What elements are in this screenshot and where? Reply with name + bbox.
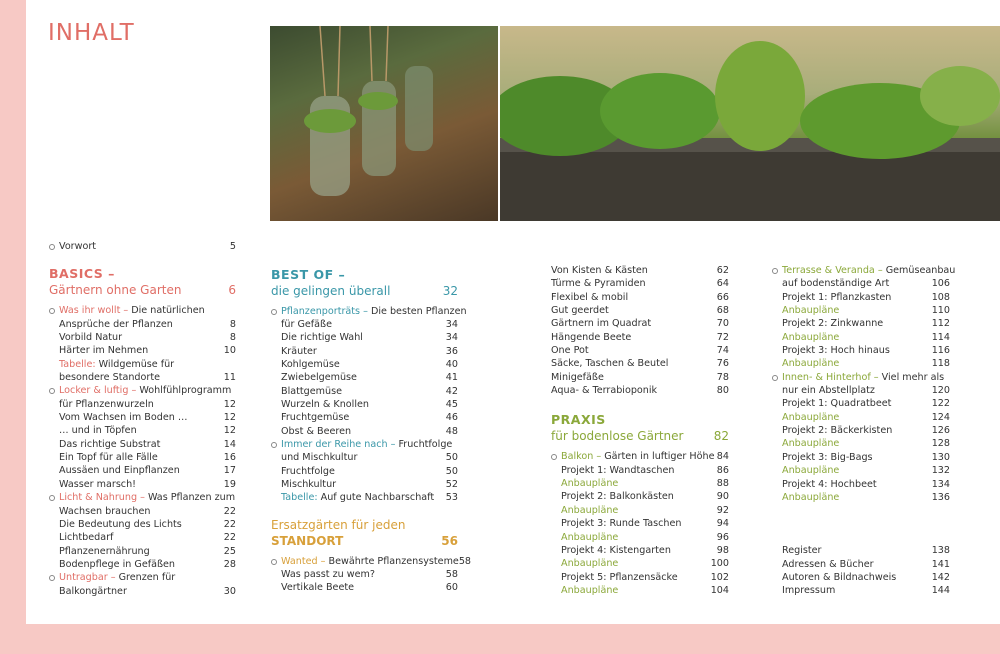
toc-entry[interactable]: Anbaupläne 128	[782, 438, 950, 450]
toc-entry[interactable]: Anbaupläne 132	[782, 465, 950, 477]
toc-entry[interactable]: Minigefäße 78	[551, 371, 729, 383]
toc-entry[interactable]: Autoren & Bildnachweis 142	[782, 571, 950, 583]
toc-entry[interactable]: Pflanzenporträts – Die besten Pflanzen	[271, 305, 458, 318]
toc-column-4	[772, 264, 956, 598]
toc-column-1	[49, 240, 236, 598]
toc-entry[interactable]: Flexibel & mobil 66	[551, 291, 729, 303]
toc-entry[interactable]: für Gefäße 34	[281, 318, 458, 330]
toc-entry[interactable]: Projekt 1: Wandtaschen 86	[561, 464, 729, 476]
toc-entry[interactable]: Projekt 3: Hoch hinaus 116	[782, 345, 950, 357]
toc-entry[interactable]: Impressum 144	[782, 585, 950, 597]
toc-entry[interactable]: Anbaupläne 104	[561, 584, 729, 596]
toc-entry[interactable]: Ein Topf für alle Fälle 16	[59, 452, 236, 464]
toc-entry[interactable]: Ansprüche der Pflanzen 8	[59, 318, 236, 330]
toc-entry[interactable]: … und in Töpfen 12	[59, 425, 236, 437]
toc-entry[interactable]: Vorwort 5	[49, 240, 236, 253]
toc-entry[interactable]: Säcke, Taschen & Beutel 76	[551, 358, 729, 370]
toc-entry[interactable]: Projekt 3: Big-Bags 130	[782, 451, 950, 463]
toc-entry[interactable]: Türme & Pyramiden 64	[551, 278, 729, 290]
toc-entry[interactable]: Anbaupläne 96	[561, 531, 729, 543]
toc-entry[interactable]: Adressen & Bücher 141	[782, 558, 950, 570]
toc-entry[interactable]: Projekt 4: Kistengarten 98	[561, 544, 729, 556]
toc-entry[interactable]: Tabelle: Auf gute Nachbarschaft 53	[281, 492, 458, 504]
toc-entry[interactable]: Vorbild Natur 8	[59, 332, 236, 344]
toc-entry[interactable]: Wachsen brauchen 22	[59, 505, 236, 517]
toc-entry[interactable]: Das richtige Substrat 14	[59, 438, 236, 450]
toc-entry[interactable]: Projekt 1: Quadratbeet 122	[782, 398, 950, 410]
toc-entry[interactable]: Härter im Nehmen 10	[59, 345, 236, 357]
toc-entry[interactable]: Vertikale Beete 60	[281, 582, 458, 594]
toc-entry[interactable]: Die richtige Wahl 34	[281, 332, 458, 344]
toc-entry[interactable]: Aqua- & Terrabioponik 80	[551, 385, 729, 397]
balcony-herb-box-photo	[500, 26, 1000, 221]
section-heading-ersatzgaerten[interactable]: Ersatzgärten für jeden STANDORT 56	[271, 517, 458, 548]
toc-entry[interactable]: Tabelle: Wildgemüse für	[59, 358, 175, 370]
toc-entry[interactable]: Blattgemüse 42	[281, 385, 458, 397]
toc-entry[interactable]: Terrasse & Veranda – Gemüseanbau	[772, 264, 950, 277]
toc-entry[interactable]: auf bodenständige Art 106	[782, 278, 950, 290]
toc-entry[interactable]: Projekt 3: Runde Taschen 94	[561, 518, 729, 530]
toc-entry[interactable]: Licht & Nahrung – Was Pflanzen zum	[49, 491, 236, 504]
section-heading-basics[interactable]: BASICS – Gärtnern ohne Garten 6	[49, 266, 236, 298]
toc-entry[interactable]: Vom Wachsen im Boden … 12	[59, 412, 236, 424]
toc-entry[interactable]: Anbaupläne 92	[561, 504, 729, 516]
toc-entry[interactable]: Anbaupläne 88	[561, 478, 729, 490]
toc-entry[interactable]: Projekt 4: Hochbeet 134	[782, 478, 950, 490]
book-page	[26, 0, 1000, 624]
toc-entry[interactable]: Gut geerdet 68	[551, 305, 729, 317]
toc-entry[interactable]: Projekt 5: Pflanzensäcke 102	[561, 571, 729, 583]
toc-entry[interactable]: Bodenpflege in Gefäßen 28	[59, 558, 236, 570]
toc-entry[interactable]: Fruchtgemüse 46	[281, 412, 458, 424]
toc-entry[interactable]: Was passt zu wem? 58	[281, 569, 458, 580]
toc-entry[interactable]: Projekt 2: Balkonkästen 90	[561, 491, 729, 503]
toc-entry[interactable]: Gärtnern im Quadrat 70	[551, 318, 729, 330]
toc-entry[interactable]: Anbaupläne 100	[561, 558, 729, 570]
toc-entry[interactable]: Anbaupläne 110	[782, 305, 950, 317]
toc-entry[interactable]: Die Bedeutung des Lichts 22	[59, 518, 236, 530]
toc-entry[interactable]: Balkon – Gärten in luftiger Höhe 84	[551, 450, 729, 463]
toc-entry[interactable]: Lichtbedarf 22	[59, 532, 236, 544]
toc-entry[interactable]: Kohlgemüse 40	[281, 358, 458, 370]
toc-entry[interactable]: nur ein Abstellplatz 120	[782, 385, 950, 397]
toc-entry[interactable]: und Mischkultur 50	[281, 452, 458, 464]
toc-entry[interactable]: Projekt 2: Zinkwanne 112	[782, 318, 950, 330]
toc-entry[interactable]: Locker & luftig – Wohlfühlprogramm	[49, 384, 236, 397]
toc-entry[interactable]: Zwiebelgemüse 41	[281, 372, 458, 384]
hanging-bottle-planters-photo	[270, 26, 498, 221]
toc-entry[interactable]: Fruchtfolge 50	[281, 465, 458, 477]
toc-entry[interactable]: Pflanzenernährung 25	[59, 545, 236, 557]
toc-entry[interactable]: Register 138	[782, 545, 950, 557]
toc-entry[interactable]: One Pot 74	[551, 345, 729, 357]
toc-entry[interactable]: Wasser marsch! 19	[59, 478, 236, 490]
toc-entry[interactable]: Mischkultur 52	[281, 478, 458, 490]
toc-entry[interactable]: Wurzeln & Knollen 45	[281, 398, 458, 410]
toc-entry[interactable]: Innen- & Hinterhof – Viel mehr als	[772, 371, 950, 384]
toc-entry[interactable]: Anbaupläne 124	[782, 411, 950, 423]
toc-entry[interactable]: Aussäen und Einpflanzen 17	[59, 465, 236, 477]
section-heading-best-of[interactable]: BEST OF – die gelingen überall 32	[271, 266, 458, 298]
toc-entry[interactable]: Wanted – Bewährte Pflanzensysteme 58	[271, 555, 458, 568]
toc-entry[interactable]: Untragbar – Grenzen für	[49, 571, 236, 584]
page-title: INHALT	[48, 20, 135, 46]
toc-entry[interactable]: Von Kisten & Kästen 62	[551, 265, 729, 276]
toc-entry[interactable]: Hängende Beete 72	[551, 331, 729, 343]
toc-entry[interactable]: Projekt 1: Pflanzkasten 108	[782, 291, 950, 303]
toc-column-2	[271, 240, 472, 595]
section-heading-praxis[interactable]: PRAXIS für bodenlose Gärtner 82	[551, 412, 729, 444]
toc-entry[interactable]: Was ihr wollt – Die natürlichen	[49, 304, 236, 317]
toc-entry[interactable]: Kräuter 36	[281, 345, 458, 357]
toc-entry[interactable]: Anbaupläne 118	[782, 358, 950, 370]
toc-entry[interactable]: Projekt 2: Bäckerkisten 126	[782, 425, 950, 437]
toc-entry[interactable]: Anbaupläne 136	[782, 491, 950, 503]
toc-column-3	[551, 264, 729, 597]
toc-entry[interactable]: besondere Standorte 11	[59, 372, 236, 384]
toc-entry[interactable]: Anbaupläne 114	[782, 331, 950, 343]
toc-entry[interactable]: für Pflanzenwurzeln 12	[59, 398, 236, 410]
toc-entry[interactable]: Balkongärtner 30	[59, 585, 236, 597]
toc-entry[interactable]: Immer der Reihe nach – Fruchtfolge	[271, 438, 458, 451]
toc-entry[interactable]: Obst & Beeren 48	[281, 425, 458, 437]
